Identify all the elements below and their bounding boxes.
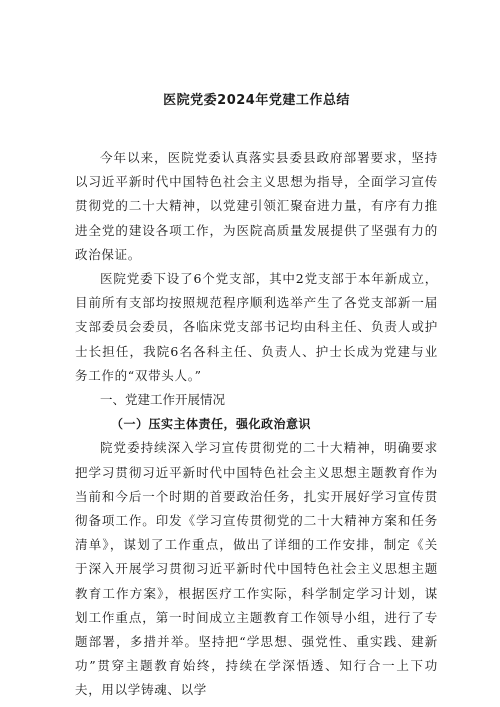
branch-paragraph: 医院党委下设了6个党支部，其中2党支部于本年新成立，目前所有支部均按照规范程序顺利选举产生了各党支部新一届支部委员会委员，各临床党支部书记均由科主任、负责人或护士长担任，我院6名各科主任、负责人、护士长成为党建与业务工作的“双带头人。” — [75, 271, 438, 383]
intro-paragraph: 今年以来，医院党委认真落实县委县政府部署要求，坚持以习近平新时代中国特色社会主义思想为指导，全面学习宣传贯彻党的二十大精神，以党建引领汇聚奋进力量，有序有力推进全党的建设各项工作，为医院高质量发展提供了坚强有力的政治保证。 — [75, 150, 438, 262]
section-heading: 一、党建工作开展情况 — [100, 392, 226, 408]
document-title: 医院党委2024年党建工作总结 — [163, 93, 350, 108]
section-paragraph: 院党委持续深入学习宣传贯彻党的二十大精神，明确要求把学习贯彻习近平新时代中国特色社会主义思想主题教育作为当前和今后一个时期的首要政治任务，扎实开展好学习宣传贯彻备项工作。印发《学习宣传贯彻党的二十大精神方案和任务清单》，谋划了工作重点，做出了详细的工作安排，制定《关于深入开展学习贯彻习近平新时代中国特色社会主义思想主题教育工作方案》，根据医疗工作实际，科学制定学习计划，谋划工作重点，第一时间成立主题教育工作领导小组，进行了专题部署，多措并举。坚持把“学思想、强党性、重实践、建新功”贯穿主题教育始终，持续在学深悟透、知行合一上下功夫，用以学铸魂、以学 — [75, 440, 438, 698]
document-body — [75, 146, 438, 703]
subsection-heading: （一）压实主体责任，强化政治意识 — [111, 417, 312, 432]
